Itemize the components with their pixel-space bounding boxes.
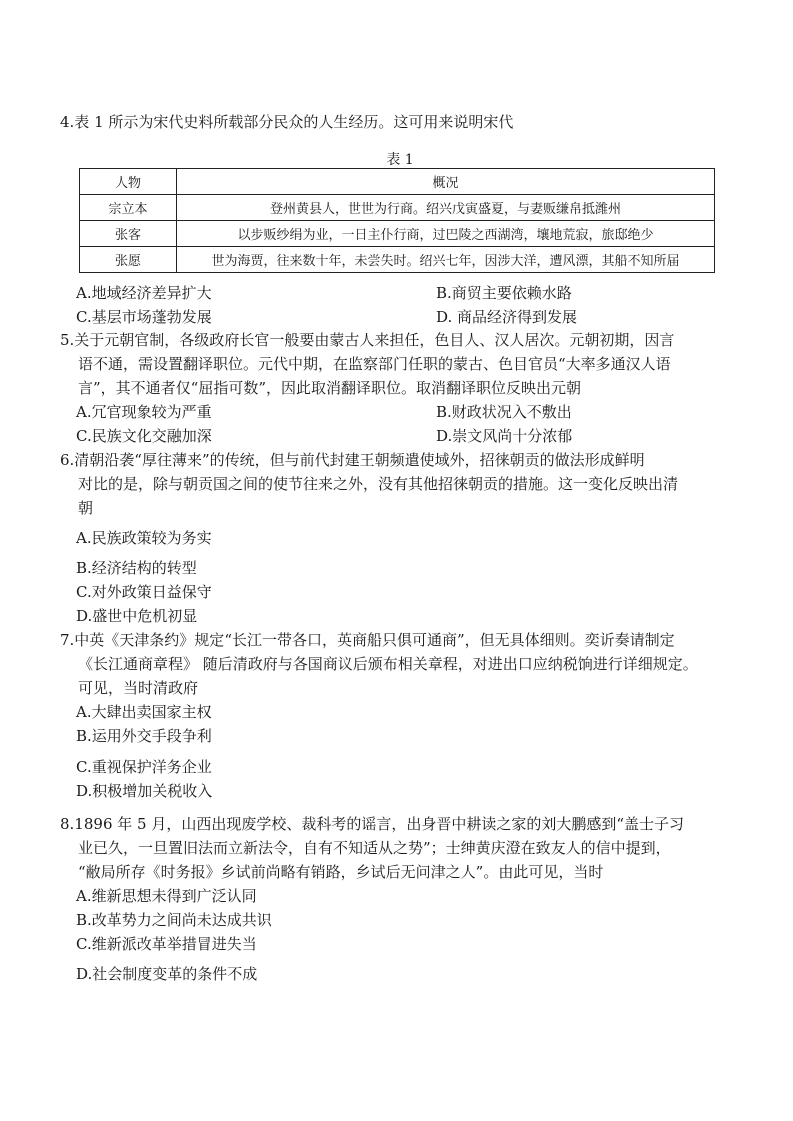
option-a[interactable]: A.地域经济差异扩大: [76, 284, 212, 302]
option-c[interactable]: C.维新派改革举措冒进失当: [76, 935, 257, 953]
table-cell-summary: 以步贩纱绢为业，一日主仆行商，过巴陵之西湖湾，壤地荒寂，旅邸绝少: [177, 221, 715, 247]
question-5-stem-line: 语不通，需设置翻译职位。元代中期，在监察部门任职的蒙古、色目官员“大率多通汉人语: [78, 355, 671, 373]
table-cell-person: 宗立本: [80, 195, 177, 221]
table-cell-person: 张愿: [80, 247, 177, 273]
table-header-summary: 概况: [177, 169, 715, 195]
table-cell-summary: 世为海贾，往来数十年，未尝失时。绍兴七年，因涉大洋，遭风漂，其船不知所届: [177, 247, 715, 273]
question-7-stem-line: 《长江通商章程》 随后清政府与各国商议后颁布相关章程，对进出口应纳税饷进行详细规定。: [78, 655, 698, 673]
option-d[interactable]: D.盛世中危机初显: [76, 607, 198, 625]
option-c[interactable]: C.对外政策日益保守: [76, 583, 212, 601]
question-7-stem-line: 7.中英《天津条约》规定“长江一带各口，英商船只俱可通商”，但无具体细则。奕䜣奏请制定: [60, 631, 675, 649]
option-b[interactable]: B.财政状况入不敷出: [436, 403, 572, 421]
option-c[interactable]: C.重视保护洋务企业: [76, 758, 212, 776]
option-c[interactable]: C.民族文化交融加深: [76, 427, 212, 445]
option-a[interactable]: A.冗官现象较为严重: [76, 403, 212, 421]
option-d[interactable]: D.积极增加关税收入: [76, 782, 213, 800]
option-a[interactable]: A.民族政策较为务实: [76, 529, 212, 547]
question-5-stem-line: 言”，其不通者仅“屈指可数”，因此取消翻译职位。取消翻译职位反映出元朝: [78, 379, 582, 397]
question-8-stem-line: “敝局所存《时务报》乡试前尚略有销路，乡试后无问津之人”。由此可见，当时: [78, 863, 604, 881]
question-6-stem-line: 对比的是，除与朝贡国之间的使节往来之外，没有其他招徕朝贡的措施。这一变化反映出清: [78, 475, 679, 493]
question-5: [60, 328, 750, 448]
question-6: [60, 448, 750, 628]
table-row: [80, 221, 715, 247]
option-b[interactable]: B.商贸主要依赖水路: [436, 284, 572, 302]
table-1: [79, 168, 715, 273]
option-c[interactable]: C.基层市场蓬勃发展: [76, 308, 212, 326]
table-1-title: 表 1: [386, 152, 414, 168]
table-cell-summary: 登州黄县人，世世为行商。绍兴戊寅盛夏，与妻贩缣帛抵潍州: [177, 195, 715, 221]
option-b[interactable]: B.经济结构的转型: [76, 559, 197, 577]
question-6-stem-line: 6.清朝沿袭“厚往薄来”的传统，但与前代封建王朝频遣使域外，招徕朝贡的做法形成鲜明: [60, 451, 645, 469]
table-row: [80, 195, 715, 221]
option-d[interactable]: D. 商品经济得到发展: [436, 308, 578, 326]
question-7: [60, 628, 750, 803]
question-6-stem-line: 朝: [78, 499, 94, 517]
option-d[interactable]: D.社会制度变革的条件不成: [76, 965, 258, 983]
question-7-stem-line: 可见，当时清政府: [78, 679, 199, 697]
question-8: [60, 812, 750, 986]
question-5-stem-line: 5.关于元朝官制，各级政府长官一般要由蒙古人来担任，色目人、汉人居次。元朝初期，因言: [60, 331, 675, 349]
option-d[interactable]: D.崇文风尚十分浓郁: [436, 427, 573, 445]
option-a[interactable]: A.维新思想未得到广泛认同: [76, 887, 257, 905]
question-4-options: [60, 281, 750, 329]
table-cell-person: 张客: [80, 221, 177, 247]
option-a[interactable]: A.大肆出卖国家主权: [76, 703, 212, 721]
option-b[interactable]: B.改革势力之间尚未达成共识: [76, 911, 272, 929]
question-4: [60, 110, 750, 134]
table-header-person: 人物: [80, 169, 177, 195]
table-row: [80, 247, 715, 273]
option-b[interactable]: B.运用外交手段争利: [76, 727, 212, 745]
table-header-row: [80, 169, 715, 195]
question-4-stem: 4.表 1 所示为宋代史料所载部分民众的人生经历。这可用来说明宋代: [60, 113, 514, 131]
question-8-stem-line: 业已久，一旦置旧法而立新法令，自有不知适从之势”；士绅黄庆澄在致友人的信中提到，: [78, 839, 671, 857]
question-8-stem-line: 8.1896 年 5 月，山西出现废学校、裁科考的谣言，出身晋中耕读之家的刘大鹏感到“盖士子习: [60, 815, 685, 833]
